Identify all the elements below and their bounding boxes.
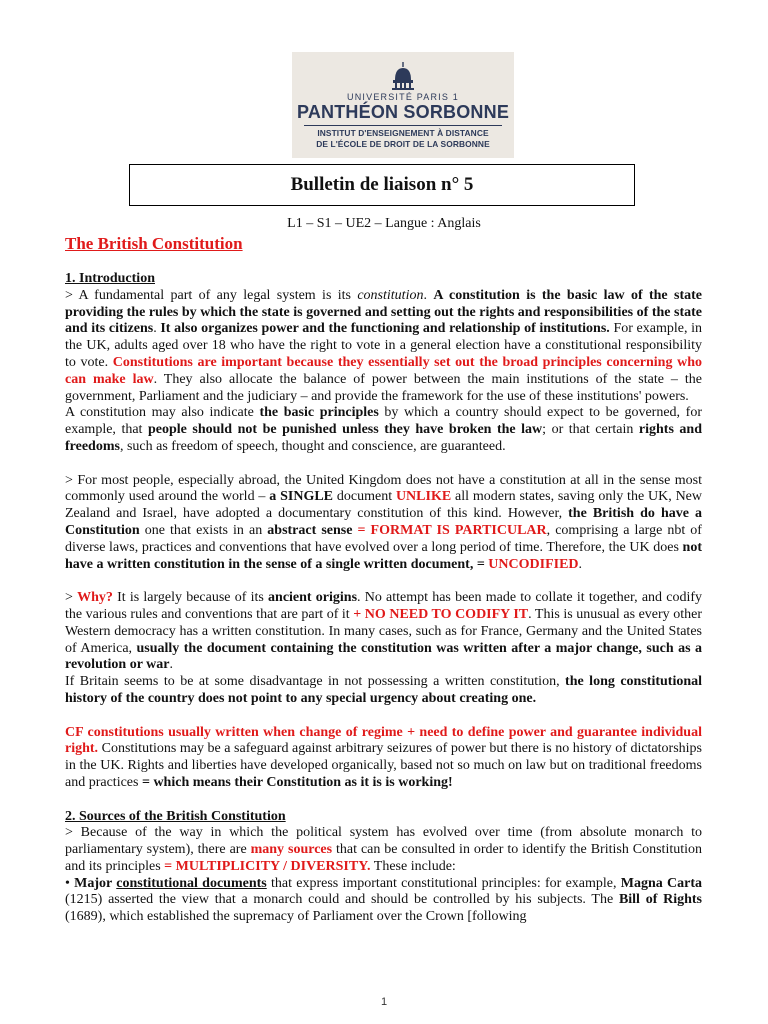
- paragraph-4: > Why? It is largely because of its ancient origins. No attempt has been made to collate it together, and codify the various rules and conventions that are part of it + NO NEED TO CODIFY IT. This is unusual as every other Western democracy has a written constitution. In many cases, such as for France, Germany and the United States of America, usually the document containing the constitution was written after a major change, such as a revolution or war.: [65, 590, 703, 673]
- document-title: The British Constitution: [65, 234, 243, 253]
- paragraph-3: > For most people, especially abroad, the United Kingdom does not have a constitution at all in the sense most commonly used around the world – a SINGLE document UNLIKE all modern states, saving only the UK, New Zealand and Israel, have adopted a documentary constitution of this kind. However, the British do have a Constitution one that exists in an abstract sense = FORMAT IS PARTICULAR, comprising a large nbt of diverse laws, practices and conventions that have evolved over a long period of time. Therefore, the UK does not have a written constitution in the sense of a single written document, = UNCODIFIED.: [65, 472, 702, 572]
- dome-icon: [391, 62, 415, 90]
- page-number: 1: [380, 996, 388, 1008]
- logo-subtitle-1: INSTITUT D'ENSEIGNEMENT À DISTANCE: [317, 128, 489, 138]
- section-heading-sources: 2. Sources of the British Constitution: [65, 808, 286, 824]
- paragraph-7: > Because of the way in which the political system has evolved over time (from absolute monarch to parliamentary system), there are many sources that can be consulted in order to identify the British Constitution and its principles = MULTIPLICITY / DIVERSITY. These include:: [65, 825, 702, 874]
- logo-divider: [304, 125, 502, 126]
- paragraph-5: If Britain seems to be at some disadvantage in not possessing a written constitution, the long constitutional history of the country does not point to any special urgency about creating one.: [65, 674, 703, 706]
- logo-name: PANTHÉON SORBONNE: [296, 102, 510, 122]
- section-heading-introduction: 1. Introduction: [65, 271, 155, 286]
- logo-subtitle-2: DE L'ÉCOLE DE DROIT DE LA SORBONNE: [316, 139, 490, 149]
- paragraph-6: CF constitutions usually written when change of regime + need to define power and guarantee individual right. Constitutions may be a safeguard against arbitrary seizures of power but there is no history of dictatorships in the UK. Rights and liberties have developed organically, based not so much on law but on traditional freedoms and practices = which means their Constitution as it is is working!: [65, 724, 702, 790]
- bulletin-title-box: [129, 164, 635, 206]
- logo-university: UNIVERSITÉ PARIS 1: [347, 92, 459, 102]
- paragraph-8: • Major constitutional documents that express important constitutional principles: for example, Magna Carta (1215) asserted the view that a monarch could and should be controlled by his subjects. The Bill of Rights (1689), which established the supremacy of Parliament over the Crown [following: [65, 875, 702, 925]
- bulletin-title: Bulletin de liaison n° 5: [290, 174, 474, 195]
- university-logo: [292, 52, 514, 158]
- document-body: [65, 233, 702, 926]
- paragraph-1: > A fundamental part of any legal system is its constitution. A constitution is the basic law of the state providing the rules by which the state is governed and setting out the rights and responsibilities of the state and its citizens. It also organizes power and the functioning and relationship of institutions. For example, in the UK, adults aged over 18 who have the right to vote in a general election have a constitutional responsibility to vote. Constitutions are important because they essentially set out the broad principles concerning who can make law. They also allocate the balance of power between the main institutions of the state – the government, Parliament and the judiciary – and provide the framework for the use of these institutions' powers.: [65, 287, 703, 404]
- paragraph-2: A constitution may also indicate the basic principles by which a country should expect to be governed, for example, that people should not be punished unless they have broken the law; or that certain rights and freedoms, such as freedom of speech, thought and conscience, are guaranteed.: [65, 405, 702, 454]
- course-line: L1 – S1 – UE2 – Langue : Anglais: [287, 216, 481, 231]
